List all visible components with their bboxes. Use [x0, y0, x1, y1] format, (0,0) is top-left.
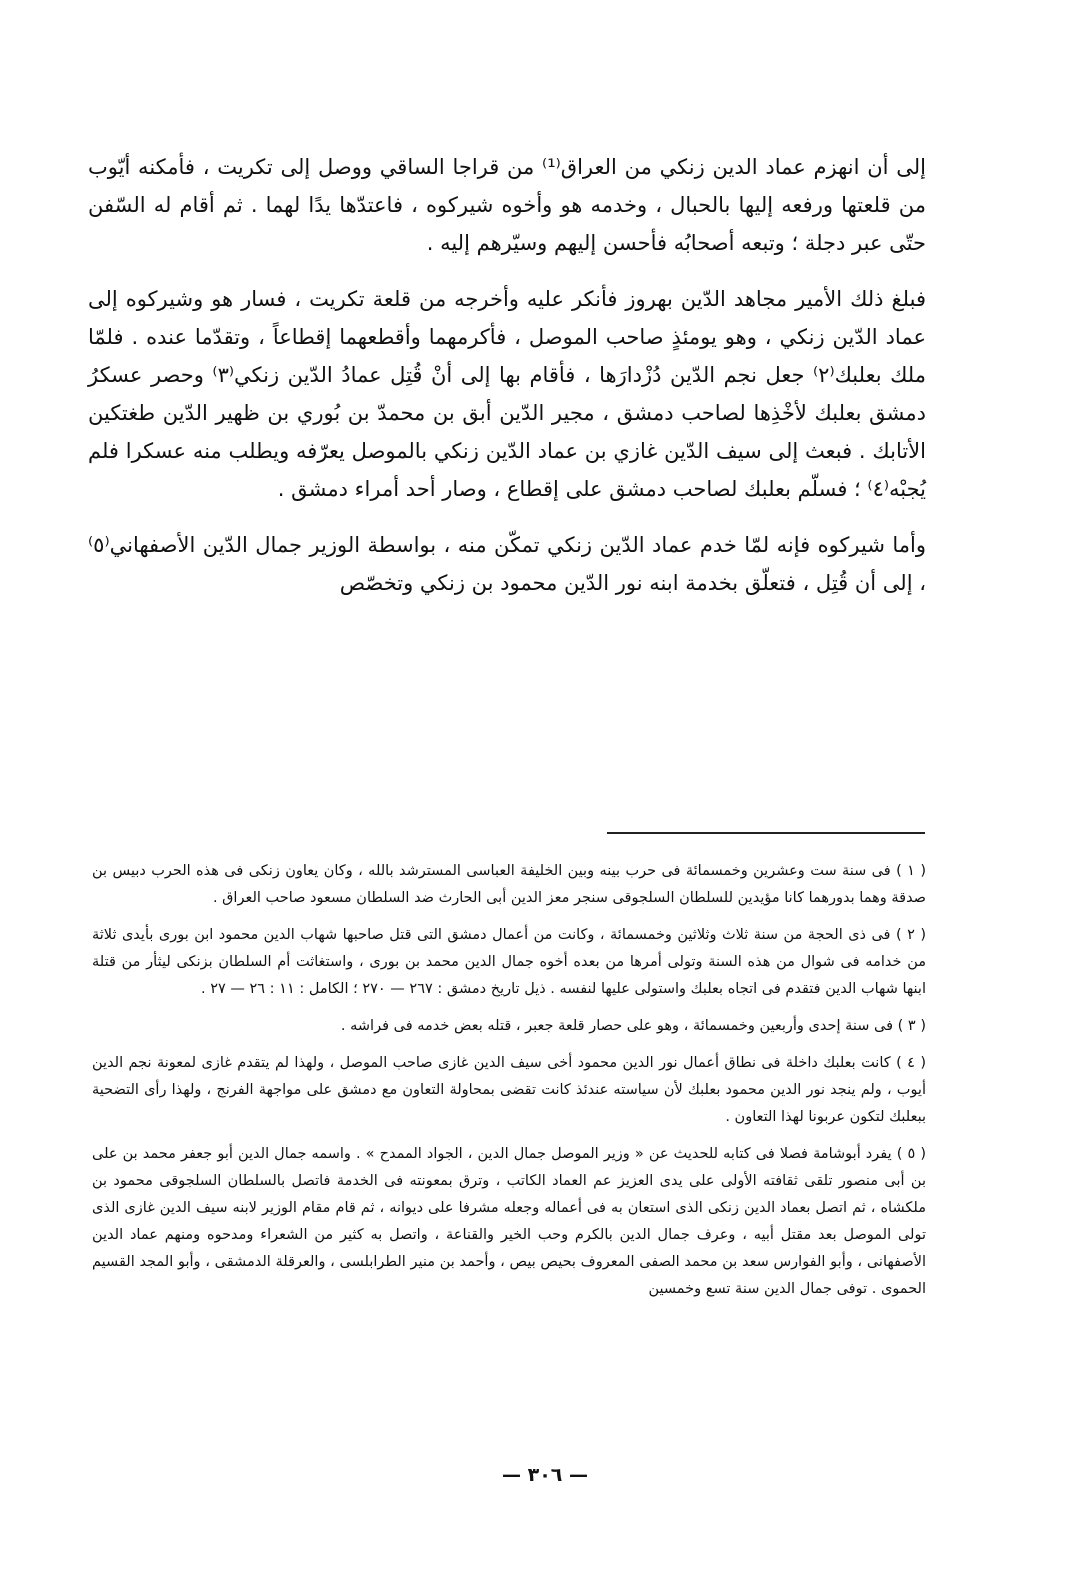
paragraph-3: وأما شيركوه فإنه لمّا خدم عماد الدّين زنكي تمكّن منه ، بواسطة الوزير جمال الدّين الأصفهاني⁽٥⁾ ، إلى أن قُتِل ، فتعلّق بخدمة ابنه نور الدّين محمود بن زنكي وتخصّص	[88, 533, 926, 595]
footnote-3: ( ٣ ) فى سنة إحدى وأربعين وخمسمائة ، وهو على حصار قلعة جعبر ، قتله بعض خدمه فى فراشه .	[340, 1018, 926, 1034]
footnote-separator	[607, 832, 925, 834]
footnote-2: ( ٢ ) فى ذى الحجة من سنة ثلاث وثلاثين وخمسمائة ، وكانت من أعمال دمشق التى قتل صاحبها شهاب الدين محمود ابن بورى بأيدى ثلاثة من خدامه فى شوال من هذه السنة وتولى أمرها من بعده أخوه جمال الدين محمد بن بورى ، واستغاثت أم السلطان بزنكى ليثأر من قتلة ابنها شهاب الدين فتقدم فى اتجاه بعلبك واستولى عليها لنفسه . ذيل تاريخ دمشق : ٢٦٧ — ٢٧٠ ؛ الكامل : ١١ : ٢٦ — ٢٧ .	[92, 927, 926, 997]
page-number: — ٣٠٦ —	[501, 1464, 589, 1486]
footnotes-block	[92, 858, 926, 1313]
paragraph-2: فبلغ ذلك الأمير مجاهد الدّين بهروز فأنكر عليه وأخرجه من قلعة تكريت ، فسار هو وشيركوه إلى عماد الدّين زنكي ، وهو يومئذٍ صاحب الموصل ، فأكرمهما وأقطعهما إقطاعاً ، وتقدّما عنده . فلمّا ملك بعلبك⁽٢⁾ جعل نجم الدّين دُزْدارَها ، فأقام بها إلى أنْ قُتِل عمادُ الدّين زنكي⁽٣⁾ وحصر عسكرُ دمشق بعلبك لأخْذِها لصاحب دمشق ، مجير الدّين أبق بن محمدّ بن بُوري بن ظهير الدّين طغتكين الأتابك . فبعث إلى سيف الدّين غازي بن عماد الدّين زنكي بالموصل يعرّفه ويطلب منه عسكرا فلم يُجبْه⁽٤⁾ ؛ فسلّم بعلبك لصاحب دمشق على إقطاع ، وصار أحد أمراء دمشق .	[88, 287, 926, 501]
footnote-1: ( ١ ) فى سنة ست وعشرين وخمسمائة فى حرب بينه وبين الخليفة العباسى المسترشد بالله ، وكان يعاون زنكى فى هذه الحرب دبيس بن صدقة وهما بدورهما كانا مؤيدين للسلطان السلجوقى سنجر معز الدين أبى الحارث ضد السلطان مسعود صاحب العراق .	[92, 863, 926, 906]
paragraph-1: إلى أن انهزم عماد الدين زنكي من العراق⁽¹⁾ من قراجا الساقي ووصل إلى تكريت ، فأمكنه أيّوب من قلعتها ورفعه إليها بالحبال ، وخدمه هو وأخوه شيركوه ، فاعتدّها يدًا لهما . ثم أقام له السّفن حتّى عبر دجلة ؛ وتبعه أصحابُه فأحسن إليهم وسيّرهم إليه .	[88, 155, 926, 255]
footnote-4: ( ٤ ) كانت بعلبك داخلة فى نطاق أعمال نور الدين محمود أخى سيف الدين غازى صاحب الموصل ، ولهذا لم يتقدم غازى لمعونة نجم الدين أيوب ، ولم ينجد نور الدين محمود بعلبك لأن سياسته عندئذ كانت تقضى بمحاولة التعاون مع دمشق على مواجهة الفرنج ، ولهذا رأى التضحية ببعلبك لتكون عربونا لهذا التعاون .	[92, 1055, 926, 1125]
main-text-block	[88, 148, 926, 620]
footnote-5: ( ٥ ) يفرد أبوشامة فصلا فى كتابه للحديث عن « وزير الموصل جمال الدين ، الجواد الممدح » . واسمه جمال الدين أبو جعفر محمد بن على بن أبى منصور تلقى ثقافته الأولى على يدى العزيز عم العماد الكاتب ، وترق بمعونته فى الخدمة فاتصل بالسلطان السلجوقى محمود بن ملكشاه ، ثم اتصل بعماد الدين زنكى الذى استعان به فى أعماله وجعله مشرفا على ديوانه ، ثم قام مقام الوزير لابنه سيف الدين غازى الذى تولى الموصل بعد مقتل أبيه ، وعرف جمال الدين بالكرم وحب الخير والقناعة ، واتصل به كثير من الشعراء ومدحوه ومنهم عماد الدين الأصفهانى ، وأبو الفوارس سعد بن محمد الصفى المعروف بحيص بيص ، وأحمد بن منير الطرابلسى ، والعرقلة الدمشقى ، وأبو المجد القسيم الحموى . توفى جمال الدين سنة تسع وخمسين	[92, 1146, 926, 1297]
